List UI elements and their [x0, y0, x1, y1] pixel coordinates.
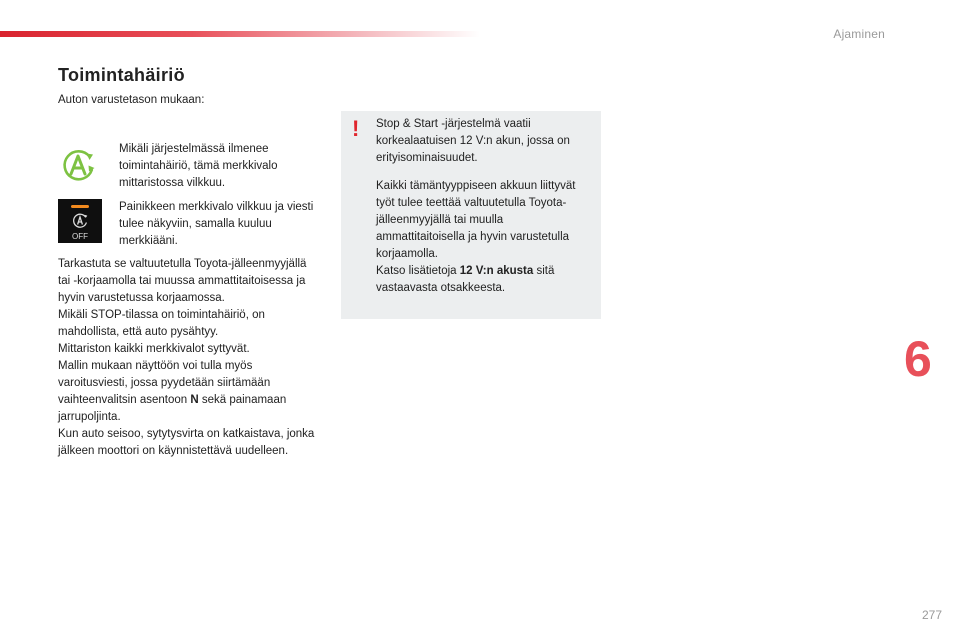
- off-button-graphic: [58, 199, 102, 243]
- warning-text: [376, 116, 591, 297]
- auto-stop-warning-icon: [58, 146, 98, 186]
- warning-paragraph: [376, 178, 591, 297]
- body-text-span: sekä painamaan jarrupoljinta.: [58, 394, 287, 423]
- exclamation-icon: !: [352, 116, 360, 141]
- stop-start-off-button-icon: [58, 199, 102, 243]
- body-paragraph: Mikäli STOP-tilassa on toimintahäiriö, on mahdollista, että auto pysähtyy.: [58, 309, 265, 338]
- page-number: 277: [921, 608, 942, 622]
- intro-text: Auton varustetason mukaan:: [58, 94, 205, 106]
- body-paragraph: Mittariston kaikki merkkivalot syttyvät.: [58, 343, 250, 355]
- warning-text-span: Katso lisätietoja: [376, 265, 460, 277]
- body-text: [58, 256, 318, 460]
- header-accent-bar: [0, 31, 480, 37]
- indicator-item-off-button: [58, 199, 320, 251]
- gear-position-label: N: [190, 394, 199, 406]
- chapter-number: 6: [904, 331, 932, 387]
- section-title: Ajaminen: [833, 27, 885, 41]
- warning-text-span: Kaikki tämäntyyppiseen akkuun liittyvät työt tulee teettää valtuutetulla Toyota-jälleenmyyjällä tai muulla ammattitaitoisella ja hyvin varustetulla korjaamolla.: [376, 180, 576, 260]
- battery-reference: 12 V:n akusta: [459, 265, 534, 277]
- warning-paragraph: Stop & Start -järjestelmä vaatii korkealaatuisen 12 V:n akun, jossa on erityisominaisuudet.: [376, 118, 570, 164]
- warning-box: [341, 111, 601, 319]
- body-text-span: Mallin mukaan näyttöön voi tulla myös varoitusviesti, jossa pyydetään siirtämään vaihteenvalitsin asentoon: [58, 360, 271, 406]
- body-paragraph: Tarkastuta se valtuutetulla Toyota-jälleenmyyjällä tai -korjaamolla tai muussa ammattitaitoisessa ja hyvin varustetussa korjaamossa.: [58, 258, 307, 304]
- warning-text-span: sitä vastaavasta otsakkeesta.: [376, 265, 555, 294]
- indicator-description: Mikäli järjestelmässä ilmenee toimintahäiriö, tämä merkkivalo mittaristossa vilkkuu.: [119, 143, 278, 189]
- body-paragraph: [58, 358, 318, 426]
- body-paragraph: Kun auto seisoo, sytytysvirta on katkaistava, jonka jälkeen moottori on käynnistettävä uudelleen.: [58, 428, 315, 457]
- indicator-item-warning-lamp: [58, 141, 320, 193]
- page-title: Toimintahäiriö: [58, 65, 185, 85]
- indicator-description: Painikkeen merkkivalo vilkkuu ja viesti tulee näkyviin, samalla kuuluu merkkiääni.: [119, 201, 314, 247]
- off-label: OFF: [72, 232, 88, 241]
